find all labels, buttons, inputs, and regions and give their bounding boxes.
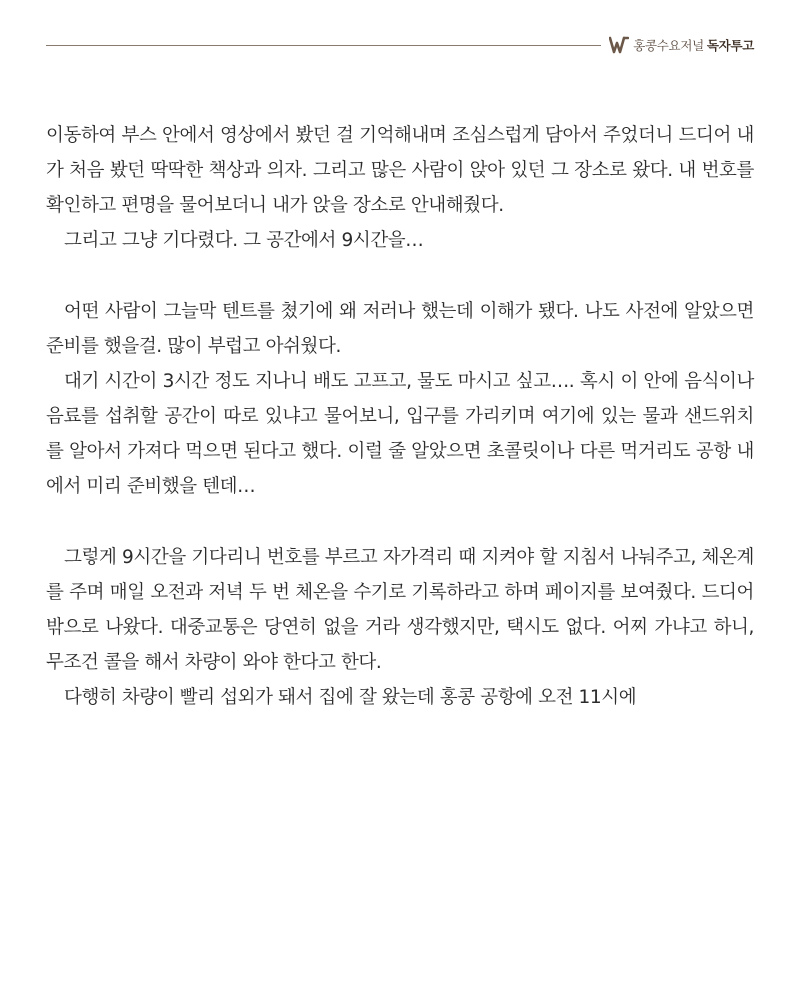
paragraph-2: 그리고 그냥 기다렸다. 그 공간에서 9시간을… — [64, 230, 424, 251]
paragraph-gap — [46, 258, 754, 294]
publication-name — [633, 36, 754, 54]
paragraph-5: 그렇게 9시간을 기다리니 번호를 부르고 자가격리 때 지켜야 할 지침서 나눠주고, 체온계를 주며 매일 오전과 저녁 두 번 체온을 수기로 기록하라고 하며 페이지를 보여줬다. 드디어 밖으로 나왔다. 대중교통은 당연히 없을 거라 생각했지만, 택시도 없다. 어찌 가냐고 하니, 무조건 콜을 해서 차량이 와야 한다고 한다. — [46, 547, 754, 673]
paragraph-1: 이동하여 부스 안에서 영상에서 봤던 걸 기억해내며 조심스럽게 담아서 주었더니 드디어 내가 처음 봤던 딱딱한 책상과 의자. 그리고 많은 사람이 앉아 있던 그 장소로 왔다. 내 번호를 확인하고 편명을 물어보더니 내가 앉을 장소로 안내해줬다. — [46, 125, 754, 216]
journal-logo-icon — [609, 36, 629, 54]
page-header — [46, 30, 754, 60]
article-body — [46, 118, 754, 715]
header-rule — [46, 45, 601, 46]
paragraph-6: 다행히 차량이 빨리 섭외가 돼서 집에 잘 왔는데 홍콩 공항에 오전 11시에 — [64, 687, 637, 708]
brand-name: 홍콩수요저널 — [633, 38, 704, 53]
paragraph-4: 대기 시간이 3시간 정도 지나니 배도 고프고, 물도 마시고 싶고…. 혹시 이 안에 음식이나 음료를 섭취할 공간이 따로 있냐고 물어보니, 입구를 가리키며 여기에 있는 물과 샌드위치를 알아서 가져다 먹으면 된다고 했다. 이럴 줄 알았으면 초콜릿이나 다른 먹거리도 공항 내에서 미리 준비했을 텐데… — [46, 371, 754, 497]
paragraph-3: 어떤 사람이 그늘막 텐트를 쳤기에 왜 저러나 했는데 이해가 됐다. 나도 사전에 알았으면 준비를 했을걸. 많이 부럽고 아쉬웠다. — [46, 301, 754, 357]
section-name: 독자투고 — [706, 38, 754, 53]
paragraph-gap — [46, 504, 754, 540]
